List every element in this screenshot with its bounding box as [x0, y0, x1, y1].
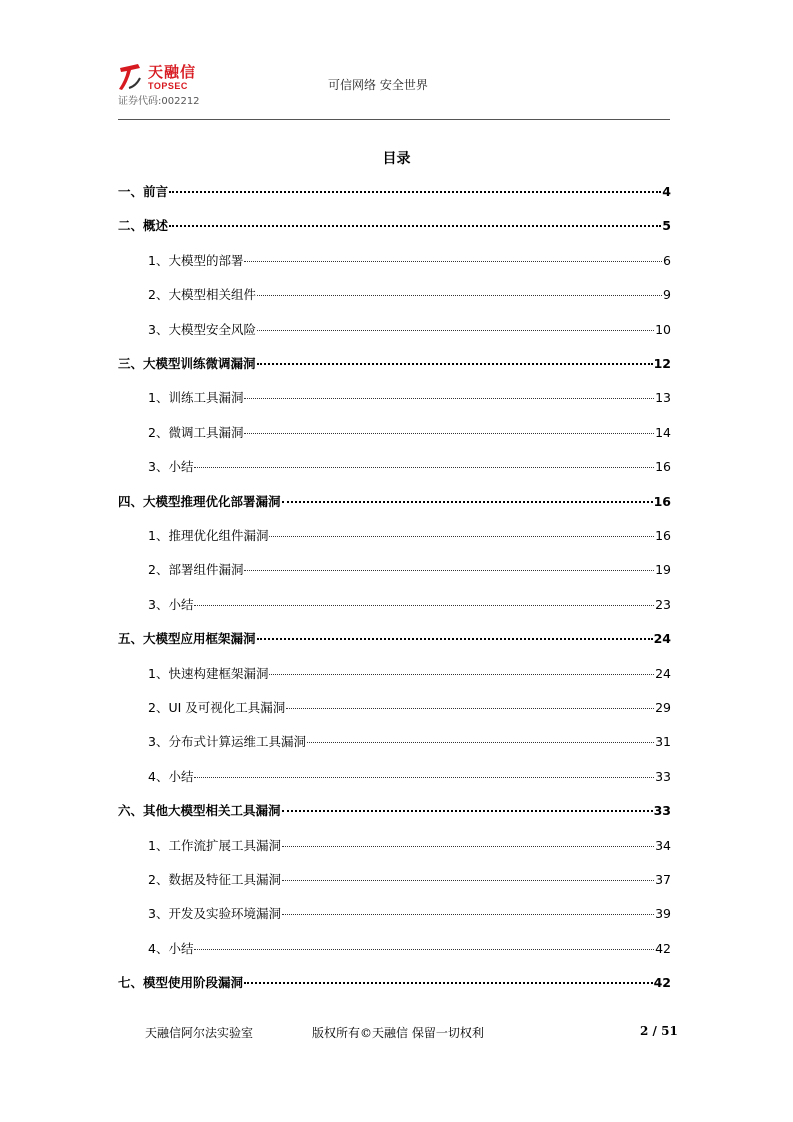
- toc-entry-page: 9: [663, 287, 671, 303]
- toc-dot-leader: [282, 845, 654, 847]
- toc-entry-label: 四、大模型推理优化部署漏洞: [118, 493, 281, 509]
- header-slogan: 可信网络 安全世界: [328, 78, 428, 92]
- toc-entry-page: 33: [655, 768, 671, 784]
- toc-entry-page: 23: [655, 596, 671, 612]
- toc-entry-page: 12: [653, 356, 671, 371]
- toc-title: 目录: [382, 151, 411, 167]
- toc-dot-leader: [269, 673, 654, 675]
- toc-dot-leader: [282, 500, 653, 503]
- footer-page-number: 2 / 51: [640, 1024, 678, 1038]
- toc-subsection-entry[interactable]: [118, 870, 671, 890]
- toc-dot-leader: [244, 981, 653, 984]
- toc-entry-page: 42: [653, 975, 671, 991]
- toc-subsection-entry[interactable]: [118, 320, 671, 340]
- toc-entry-label: 1、推理优化组件漏洞: [148, 528, 269, 543]
- toc-entry-page: 31: [655, 734, 671, 750]
- topsec-logo-icon: [118, 62, 144, 92]
- toc-section-entry[interactable]: [118, 801, 671, 821]
- toc-entry-label: 3、开发及实验环境漏洞: [148, 906, 281, 922]
- toc-subsection-entry[interactable]: [118, 595, 671, 615]
- toc-subsection-entry[interactable]: [118, 560, 671, 580]
- toc-entry-label: 4、小结: [148, 940, 194, 956]
- toc-section-entry[interactable]: [118, 216, 671, 236]
- toc-subsection-entry[interactable]: [118, 904, 671, 924]
- logo-english-name: TOPSEC: [148, 81, 188, 91]
- toc-entry-page: 14: [655, 424, 671, 440]
- toc-entry-label: 六、其他大模型相关工具漏洞: [118, 803, 281, 819]
- toc-section-entry[interactable]: [118, 354, 671, 374]
- toc-dot-leader: [194, 776, 654, 778]
- toc-dot-leader: [286, 707, 654, 709]
- toc-dot-leader: [257, 329, 654, 331]
- toc-section-entry[interactable]: [118, 182, 671, 202]
- toc-entry-label: 七、模型使用阶段漏洞: [118, 975, 244, 991]
- toc-subsection-entry[interactable]: [118, 526, 671, 546]
- toc-entry-label: 4、小结: [148, 768, 194, 784]
- toc-entry-label: 2、大模型相关组件: [148, 287, 256, 303]
- toc-section-entry[interactable]: [118, 492, 671, 512]
- toc-entry-label: 2、UI 及可视化工具漏洞: [148, 700, 286, 715]
- toc-dot-leader: [257, 362, 653, 365]
- toc-dot-leader: [269, 535, 654, 537]
- footer-copyright: 版权所有©天融信 保留一切权利: [312, 1026, 484, 1040]
- toc-dot-leader: [169, 224, 661, 227]
- toc-entry-page: 4: [662, 184, 671, 199]
- toc-entry-label: 二、概述: [118, 218, 169, 234]
- toc-entry-page: 5: [662, 218, 671, 234]
- toc-subsection-entry[interactable]: [118, 285, 671, 305]
- toc-dot-leader: [282, 879, 654, 881]
- toc-entry-page: 33: [653, 803, 671, 819]
- toc-entry-page: 37: [655, 872, 671, 887]
- toc-entry-label: 3、小结: [148, 596, 194, 612]
- toc-dot-leader: [244, 569, 654, 571]
- toc-section-entry[interactable]: [118, 629, 671, 649]
- toc-entry-label: 2、数据及特征工具漏洞: [148, 872, 281, 887]
- toc-dot-leader: [282, 913, 654, 915]
- toc-entry-label: 1、快速构建框架漏洞: [148, 665, 269, 681]
- toc-entry-label: 1、大模型的部署: [148, 252, 244, 268]
- toc-entry-label: 1、工作流扩展工具漏洞: [148, 837, 281, 853]
- toc-dot-leader: [244, 397, 654, 399]
- toc-dot-leader: [282, 809, 653, 812]
- toc-entry-page: 16: [655, 528, 671, 543]
- toc-entry-page: 39: [655, 906, 671, 922]
- toc-entry-page: 34: [655, 837, 671, 853]
- toc-subsection-entry[interactable]: [118, 939, 671, 959]
- toc-entry-page: 6: [663, 252, 671, 268]
- toc-entry-page: 29: [655, 700, 671, 715]
- toc-dot-leader: [257, 637, 653, 640]
- toc-subsection-entry[interactable]: [118, 767, 671, 787]
- toc-section-entry[interactable]: [118, 973, 671, 993]
- toc-subsection-entry[interactable]: [118, 664, 671, 684]
- toc-entry-label: 3、分布式计算运维工具漏洞: [148, 734, 306, 750]
- toc-dot-leader: [257, 294, 662, 296]
- logo-chinese-name: 天融信: [148, 63, 197, 81]
- toc-dot-leader: [194, 466, 654, 468]
- toc-entry-label: 五、大模型应用框架漏洞: [118, 631, 256, 647]
- toc-entry-page: 10: [655, 321, 671, 337]
- toc-entry-label: 2、部署组件漏洞: [148, 562, 244, 578]
- toc-subsection-entry[interactable]: [118, 457, 671, 477]
- toc-entry-page: 13: [655, 390, 671, 406]
- toc-subsection-entry[interactable]: [118, 388, 671, 408]
- toc-subsection-entry[interactable]: [118, 423, 671, 443]
- toc-entry-label: 3、大模型安全风险: [148, 321, 256, 337]
- toc-entry-label: 3、小结: [148, 459, 194, 475]
- toc-entry-label: 2、微调工具漏洞: [148, 424, 244, 440]
- toc-entry-label: 1、训练工具漏洞: [148, 390, 244, 406]
- header-divider: [118, 119, 670, 120]
- toc-entry-page: 24: [653, 631, 671, 647]
- toc-entry-page: 19: [655, 562, 671, 578]
- toc-dot-leader: [244, 432, 654, 434]
- toc-dot-leader: [169, 190, 661, 193]
- toc-subsection-entry[interactable]: [118, 251, 671, 271]
- toc-subsection-entry[interactable]: [118, 698, 671, 718]
- toc-dot-leader: [194, 948, 654, 950]
- toc-subsection-entry[interactable]: [118, 836, 671, 856]
- toc-subsection-entry[interactable]: [118, 732, 671, 752]
- toc-entry-label: 一、前言: [118, 184, 169, 199]
- stock-code: 证券代码:002212: [118, 96, 200, 107]
- toc-entry-page: 42: [655, 940, 671, 956]
- toc-dot-leader: [307, 741, 654, 743]
- toc-entry-page: 24: [655, 665, 671, 681]
- footer-lab-name: 天融信阿尔法实验室: [145, 1026, 254, 1040]
- toc-entry-page: 16: [653, 493, 671, 509]
- toc-dot-leader: [194, 604, 654, 606]
- toc-dot-leader: [244, 260, 662, 262]
- toc-entry-label: 三、大模型训练微调漏洞: [118, 356, 256, 371]
- toc-entry-page: 16: [655, 459, 671, 475]
